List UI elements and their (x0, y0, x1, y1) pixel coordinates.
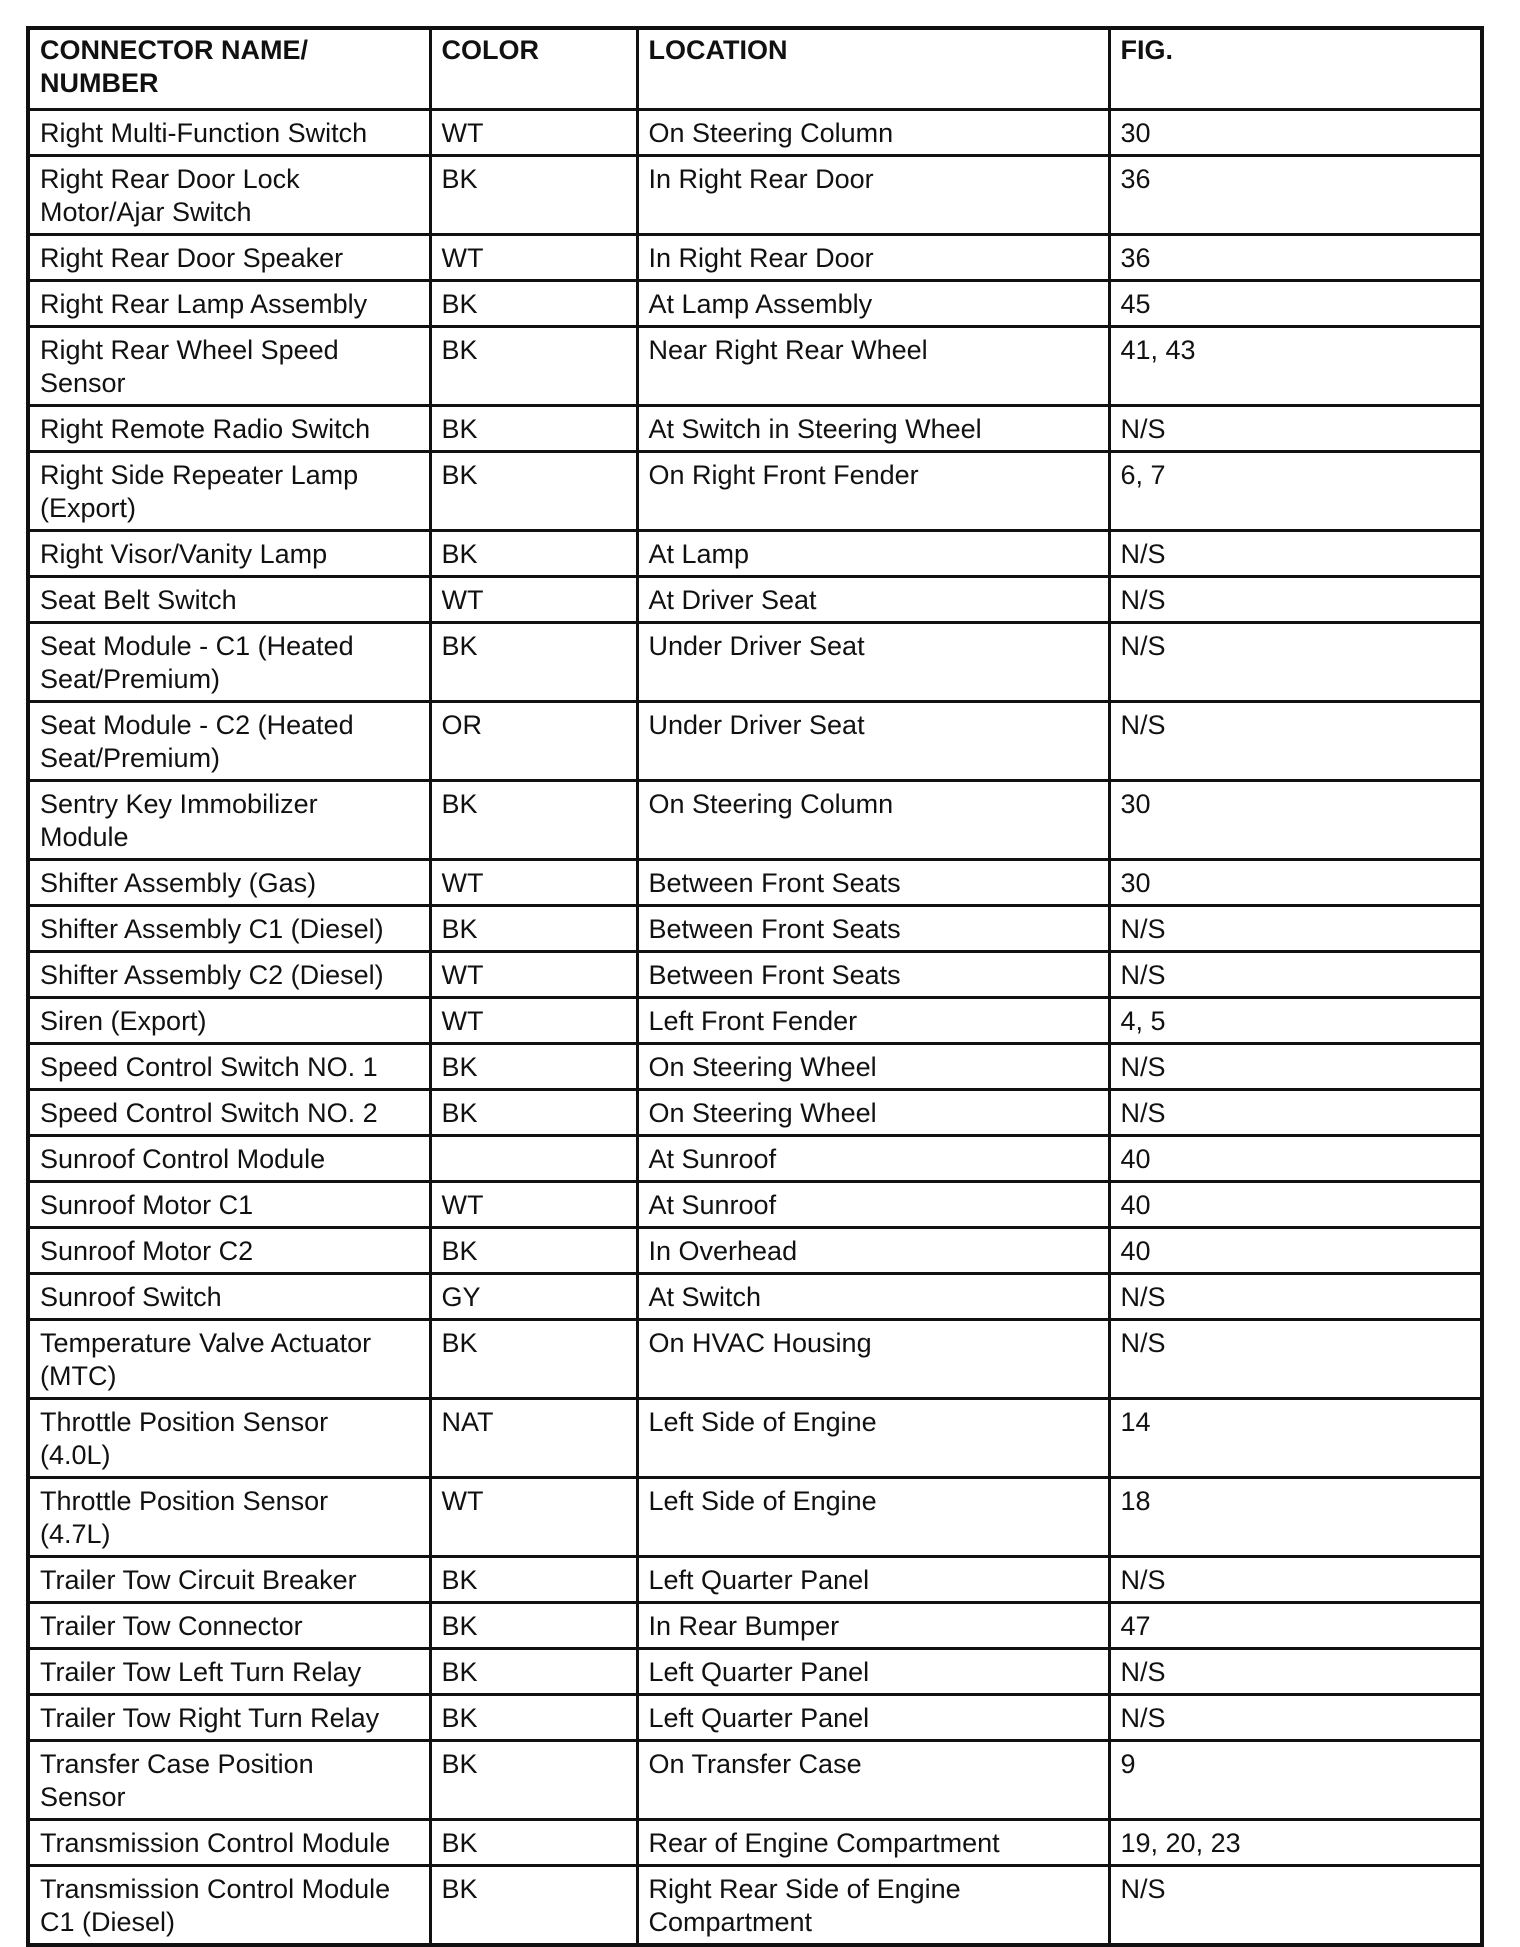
cell-location-text: Left Quarter Panel (648, 1657, 870, 1687)
cell-color-text: WT (441, 1190, 484, 1220)
cell-fig (1109, 1603, 1482, 1649)
cell-color-text: BK (441, 1657, 478, 1687)
cell-fig (1109, 998, 1482, 1044)
cell-connector-name (28, 1820, 430, 1866)
cell-connector-name-text: Right Remote Radio Switch (40, 414, 371, 444)
cell-location (637, 406, 1109, 452)
cell-location (637, 235, 1109, 281)
cell-fig-text: 40 (1120, 1144, 1151, 1174)
cell-location (637, 327, 1109, 406)
cell-connector-name-text: Right Side Repeater Lamp (Export) (40, 460, 359, 523)
cell-color (430, 110, 637, 156)
cell-location-text: In Right Rear Door (648, 164, 874, 194)
cell-fig-text: 40 (1120, 1190, 1151, 1220)
cell-connector-name (28, 952, 430, 998)
cell-location-text: On Steering Column (648, 118, 894, 148)
cell-connector-name (28, 531, 430, 577)
cell-color (430, 577, 637, 623)
cell-color-text: BK (441, 164, 478, 194)
cell-location-text: Left Front Fender (648, 1006, 858, 1036)
cell-fig-text: 6, 7 (1120, 460, 1166, 490)
cell-location-text: On Right Front Fender (648, 460, 919, 490)
cell-fig (1109, 702, 1482, 781)
cell-location-text: At Lamp Assembly (648, 289, 873, 319)
table-header-row (28, 28, 1482, 110)
cell-fig (1109, 1557, 1482, 1603)
cell-fig (1109, 1228, 1482, 1274)
cell-fig-text: 18 (1120, 1486, 1151, 1516)
cell-color-text: BK (441, 1236, 478, 1266)
cell-color-text: BK (441, 414, 478, 444)
cell-location (637, 531, 1109, 577)
cell-connector-name (28, 860, 430, 906)
cell-connector-name-text: Shifter Assembly (Gas) (40, 868, 317, 898)
cell-connector-name (28, 781, 430, 860)
cell-location-text: At Switch (648, 1282, 762, 1312)
cell-location-text: Under Driver Seat (648, 710, 865, 740)
connector-location-table (26, 26, 1484, 1947)
cell-color (430, 1478, 637, 1557)
cell-location (637, 1136, 1109, 1182)
cell-color (430, 623, 637, 702)
cell-location (637, 952, 1109, 998)
cell-color (430, 1228, 637, 1274)
cell-connector-name-text: Siren (Export) (40, 1006, 207, 1036)
cell-color (430, 906, 637, 952)
cell-color (430, 1136, 637, 1182)
cell-connector-name-text: Throttle Position Sensor (4.7L) (40, 1486, 329, 1549)
cell-connector-name (28, 1603, 430, 1649)
cell-connector-name-text: Right Rear Lamp Assembly (40, 289, 368, 319)
cell-location-text: Left Quarter Panel (648, 1565, 870, 1595)
cell-color-text: BK (441, 460, 478, 490)
cell-connector-name (28, 623, 430, 702)
cell-fig-text: N/S (1120, 414, 1166, 444)
cell-connector-name-text: Trailer Tow Circuit Breaker (40, 1565, 357, 1595)
cell-location (637, 1820, 1109, 1866)
cell-fig-text: 9 (1120, 1749, 1136, 1779)
table-row (28, 235, 1482, 281)
cell-color-text: BK (441, 1328, 478, 1358)
cell-location (637, 860, 1109, 906)
cell-location-text: Under Driver Seat (648, 631, 865, 661)
cell-fig (1109, 1399, 1482, 1478)
cell-location-text: On HVAC Housing (648, 1328, 872, 1358)
cell-fig-text: 30 (1120, 868, 1151, 898)
cell-location (637, 1866, 1109, 1946)
header-connector-name: CONNECTOR NAME/ NUMBER (28, 28, 430, 110)
cell-connector-name-text: Sunroof Motor C2 (40, 1236, 254, 1266)
table-row (28, 702, 1482, 781)
cell-location (637, 1649, 1109, 1695)
cell-fig (1109, 781, 1482, 860)
cell-connector-name (28, 1399, 430, 1478)
cell-location (637, 1090, 1109, 1136)
cell-fig-text: N/S (1120, 1703, 1166, 1733)
cell-fig-text: N/S (1120, 539, 1166, 569)
cell-color-text: BK (441, 1703, 478, 1733)
cell-location (637, 998, 1109, 1044)
table-row (28, 1741, 1482, 1820)
cell-location (637, 452, 1109, 531)
cell-connector-name (28, 110, 430, 156)
table-row (28, 1649, 1482, 1695)
cell-location-text: Left Side of Engine (648, 1407, 877, 1437)
cell-color (430, 1399, 637, 1478)
cell-connector-name (28, 1557, 430, 1603)
cell-location (637, 1399, 1109, 1478)
cell-connector-name-text: Trailer Tow Connector (40, 1611, 303, 1641)
cell-connector-name-text: Right Rear Door Speaker (40, 243, 344, 273)
cell-fig-text: N/S (1120, 1565, 1166, 1595)
cell-connector-name (28, 1044, 430, 1090)
cell-location-text: Between Front Seats (648, 960, 901, 990)
cell-color-text: NAT (441, 1407, 494, 1437)
cell-fig (1109, 1695, 1482, 1741)
cell-location (637, 156, 1109, 235)
cell-fig (1109, 1478, 1482, 1557)
cell-color (430, 1695, 637, 1741)
cell-color (430, 998, 637, 1044)
cell-color-text: WT (441, 585, 484, 615)
cell-location-text: On Steering Column (648, 789, 894, 819)
cell-color (430, 1090, 637, 1136)
cell-fig-text: N/S (1120, 1874, 1166, 1904)
cell-location-text: In Overhead (648, 1236, 798, 1266)
cell-connector-name (28, 906, 430, 952)
cell-fig-text: N/S (1120, 914, 1166, 944)
table-row (28, 781, 1482, 860)
cell-connector-name (28, 1695, 430, 1741)
cell-location (637, 1603, 1109, 1649)
cell-color (430, 1741, 637, 1820)
cell-location (637, 1320, 1109, 1399)
cell-fig-text: 36 (1120, 243, 1151, 273)
cell-connector-name-text: Speed Control Switch NO. 2 (40, 1098, 378, 1128)
cell-fig-text: N/S (1120, 1328, 1166, 1358)
cell-fig-text: N/S (1120, 585, 1166, 615)
cell-color (430, 1603, 637, 1649)
cell-location-text: Left Side of Engine (648, 1486, 877, 1516)
cell-connector-name-text: Throttle Position Sensor (4.0L) (40, 1407, 329, 1470)
cell-fig-text: 30 (1120, 118, 1151, 148)
cell-connector-name (28, 998, 430, 1044)
cell-fig (1109, 1649, 1482, 1695)
table-row (28, 577, 1482, 623)
cell-color-text: BK (441, 1828, 478, 1858)
table-row (28, 1478, 1482, 1557)
cell-connector-name-text: Trailer Tow Left Turn Relay (40, 1657, 362, 1687)
cell-location (637, 281, 1109, 327)
table-row (28, 1044, 1482, 1090)
cell-fig (1109, 1136, 1482, 1182)
cell-color-text: BK (441, 789, 478, 819)
cell-location-text: At Driver Seat (648, 585, 817, 615)
cell-connector-name (28, 1090, 430, 1136)
cell-location (637, 1695, 1109, 1741)
cell-color-text: OR (441, 710, 482, 740)
cell-location (637, 1478, 1109, 1557)
cell-connector-name-text: Seat Belt Switch (40, 585, 237, 615)
cell-color-text: BK (441, 289, 478, 319)
cell-color-text: WT (441, 1006, 484, 1036)
cell-fig (1109, 110, 1482, 156)
cell-fig-text: N/S (1120, 1282, 1166, 1312)
cell-fig-text: N/S (1120, 710, 1166, 740)
table-row (28, 1603, 1482, 1649)
cell-connector-name-text: Right Multi-Function Switch (40, 118, 368, 148)
cell-location-text: On Transfer Case (648, 1749, 862, 1779)
cell-color (430, 860, 637, 906)
cell-color-text: BK (441, 1052, 478, 1082)
table-row (28, 531, 1482, 577)
table-row (28, 998, 1482, 1044)
cell-fig (1109, 577, 1482, 623)
table-row (28, 906, 1482, 952)
cell-fig (1109, 1320, 1482, 1399)
cell-location (637, 1557, 1109, 1603)
table-row (28, 281, 1482, 327)
cell-color-text: WT (441, 118, 484, 148)
table-row (28, 1695, 1482, 1741)
cell-connector-name-text: Sunroof Motor C1 (40, 1190, 254, 1220)
cell-color-text: WT (441, 868, 484, 898)
cell-location-text: Right Rear Side of Engine Compartment (648, 1874, 961, 1937)
cell-connector-name-text: Transfer Case Position Sensor (40, 1749, 314, 1812)
cell-color (430, 1320, 637, 1399)
cell-connector-name-text: Seat Module - C1 (Heated Seat/Premium) (40, 631, 354, 694)
cell-connector-name (28, 156, 430, 235)
cell-fig-text: N/S (1120, 1098, 1166, 1128)
cell-connector-name-text: Transmission Control Module (40, 1828, 391, 1858)
cell-color-text: BK (441, 335, 478, 365)
table-row (28, 860, 1482, 906)
cell-fig (1109, 452, 1482, 531)
cell-connector-name-text: Sunroof Control Module (40, 1144, 326, 1174)
cell-location-text: Near Right Rear Wheel (648, 335, 928, 365)
cell-connector-name-text: Right Rear Door Lock Motor/Ajar Switch (40, 164, 300, 227)
table-body (28, 110, 1482, 1946)
table-row (28, 1557, 1482, 1603)
cell-location-text: Between Front Seats (648, 868, 901, 898)
cell-fig (1109, 235, 1482, 281)
cell-color-text: WT (441, 960, 484, 990)
table-row (28, 1136, 1482, 1182)
cell-fig-text: N/S (1120, 960, 1166, 990)
table-row (28, 1399, 1482, 1478)
cell-connector-name (28, 577, 430, 623)
cell-color-text: WT (441, 1486, 484, 1516)
header-location: LOCATION (637, 28, 1109, 110)
table-row (28, 623, 1482, 702)
cell-color (430, 1820, 637, 1866)
cell-connector-name (28, 1649, 430, 1695)
cell-connector-name (28, 1741, 430, 1820)
cell-color (430, 1182, 637, 1228)
cell-location (637, 1741, 1109, 1820)
cell-fig (1109, 1044, 1482, 1090)
cell-color (430, 702, 637, 781)
cell-fig (1109, 860, 1482, 906)
table-row (28, 156, 1482, 235)
cell-connector-name (28, 1182, 430, 1228)
cell-location (637, 906, 1109, 952)
cell-color (430, 281, 637, 327)
cell-fig-text: 41, 43 (1120, 335, 1196, 365)
header-fig: FIG. (1109, 28, 1482, 110)
cell-color (430, 1044, 637, 1090)
cell-color-text: BK (441, 539, 478, 569)
cell-color (430, 1649, 637, 1695)
cell-color (430, 452, 637, 531)
cell-fig-text: 36 (1120, 164, 1151, 194)
cell-fig (1109, 1182, 1482, 1228)
cell-fig (1109, 156, 1482, 235)
cell-fig (1109, 1866, 1482, 1946)
cell-fig (1109, 906, 1482, 952)
cell-location-text: On Steering Wheel (648, 1052, 877, 1082)
cell-color-text: WT (441, 243, 484, 273)
cell-location-text: Between Front Seats (648, 914, 901, 944)
cell-fig (1109, 406, 1482, 452)
cell-color (430, 156, 637, 235)
table-row (28, 952, 1482, 998)
cell-location-text: Left Quarter Panel (648, 1703, 870, 1733)
cell-location-text: At Sunroof (648, 1144, 777, 1174)
cell-connector-name-text: Temperature Valve Actuator (MTC) (40, 1328, 372, 1391)
cell-connector-name-text: Right Visor/Vanity Lamp (40, 539, 328, 569)
cell-fig (1109, 281, 1482, 327)
cell-connector-name-text: Shifter Assembly C2 (Diesel) (40, 960, 384, 990)
cell-fig-text: 40 (1120, 1236, 1151, 1266)
table-row (28, 1228, 1482, 1274)
cell-color (430, 1274, 637, 1320)
cell-location (637, 110, 1109, 156)
cell-location (637, 1182, 1109, 1228)
cell-color-text: BK (441, 1611, 478, 1641)
cell-color (430, 1557, 637, 1603)
cell-color-text: BK (441, 1565, 478, 1595)
cell-connector-name (28, 1320, 430, 1399)
cell-connector-name (28, 1274, 430, 1320)
cell-color (430, 1866, 637, 1946)
cell-fig (1109, 327, 1482, 406)
cell-location-text: In Right Rear Door (648, 243, 874, 273)
cell-location-text: At Switch in Steering Wheel (648, 414, 982, 444)
cell-fig-text: N/S (1120, 1657, 1166, 1687)
cell-connector-name (28, 235, 430, 281)
cell-location (637, 1228, 1109, 1274)
cell-color (430, 781, 637, 860)
cell-location (637, 1044, 1109, 1090)
table-row (28, 1090, 1482, 1136)
cell-location (637, 781, 1109, 860)
cell-fig (1109, 1741, 1482, 1820)
cell-location-text: Rear of Engine Compartment (648, 1828, 1000, 1858)
table-row (28, 1820, 1482, 1866)
cell-fig (1109, 1274, 1482, 1320)
cell-connector-name-text: Right Rear Wheel Speed Sensor (40, 335, 339, 398)
cell-fig-text: 45 (1120, 289, 1151, 319)
cell-location (637, 702, 1109, 781)
cell-color (430, 235, 637, 281)
table-row (28, 1320, 1482, 1399)
cell-color-text: GY (441, 1282, 481, 1312)
cell-connector-name (28, 1866, 430, 1946)
cell-fig-text: N/S (1120, 631, 1166, 661)
cell-connector-name-text: Seat Module - C2 (Heated Seat/Premium) (40, 710, 354, 773)
cell-fig-text: N/S (1120, 1052, 1166, 1082)
cell-color (430, 531, 637, 577)
cell-color-text: BK (441, 1749, 478, 1779)
cell-color (430, 952, 637, 998)
cell-connector-name (28, 281, 430, 327)
cell-fig-text: 14 (1120, 1407, 1151, 1437)
cell-connector-name (28, 1478, 430, 1557)
table-row (28, 110, 1482, 156)
cell-location-text: On Steering Wheel (648, 1098, 877, 1128)
table-row (28, 406, 1482, 452)
cell-connector-name-text: Sentry Key Immobilizer Module (40, 789, 318, 852)
cell-connector-name-text: Sunroof Switch (40, 1282, 222, 1312)
cell-fig-text: 19, 20, 23 (1120, 1828, 1241, 1858)
cell-connector-name (28, 702, 430, 781)
cell-location (637, 577, 1109, 623)
cell-connector-name (28, 1136, 430, 1182)
cell-fig-text: 4, 5 (1120, 1006, 1166, 1036)
cell-connector-name (28, 327, 430, 406)
cell-fig-text: 30 (1120, 789, 1151, 819)
cell-fig-text: 47 (1120, 1611, 1151, 1641)
cell-fig (1109, 1820, 1482, 1866)
cell-connector-name (28, 452, 430, 531)
cell-color (430, 327, 637, 406)
cell-fig (1109, 1090, 1482, 1136)
cell-connector-name (28, 406, 430, 452)
cell-color-text: BK (441, 1098, 478, 1128)
cell-color-text: BK (441, 914, 478, 944)
cell-connector-name-text: Trailer Tow Right Turn Relay (40, 1703, 380, 1733)
cell-color-text: BK (441, 1874, 478, 1904)
cell-connector-name-text: Shifter Assembly C1 (Diesel) (40, 914, 384, 944)
cell-color-text: BK (441, 631, 478, 661)
cell-location (637, 623, 1109, 702)
cell-location (637, 1274, 1109, 1320)
table-row (28, 452, 1482, 531)
cell-color (430, 406, 637, 452)
table-row (28, 1182, 1482, 1228)
cell-connector-name-text: Transmission Control Module C1 (Diesel) (40, 1874, 391, 1937)
cell-fig (1109, 623, 1482, 702)
cell-location-text: At Sunroof (648, 1190, 777, 1220)
cell-fig (1109, 952, 1482, 998)
header-color: COLOR (430, 28, 637, 110)
table-row (28, 327, 1482, 406)
table-row (28, 1866, 1482, 1946)
cell-location-text: At Lamp (648, 539, 750, 569)
cell-connector-name (28, 1228, 430, 1274)
cell-connector-name-text: Speed Control Switch NO. 1 (40, 1052, 378, 1082)
table-row (28, 1274, 1482, 1320)
cell-location-text: In Rear Bumper (648, 1611, 840, 1641)
cell-fig (1109, 531, 1482, 577)
